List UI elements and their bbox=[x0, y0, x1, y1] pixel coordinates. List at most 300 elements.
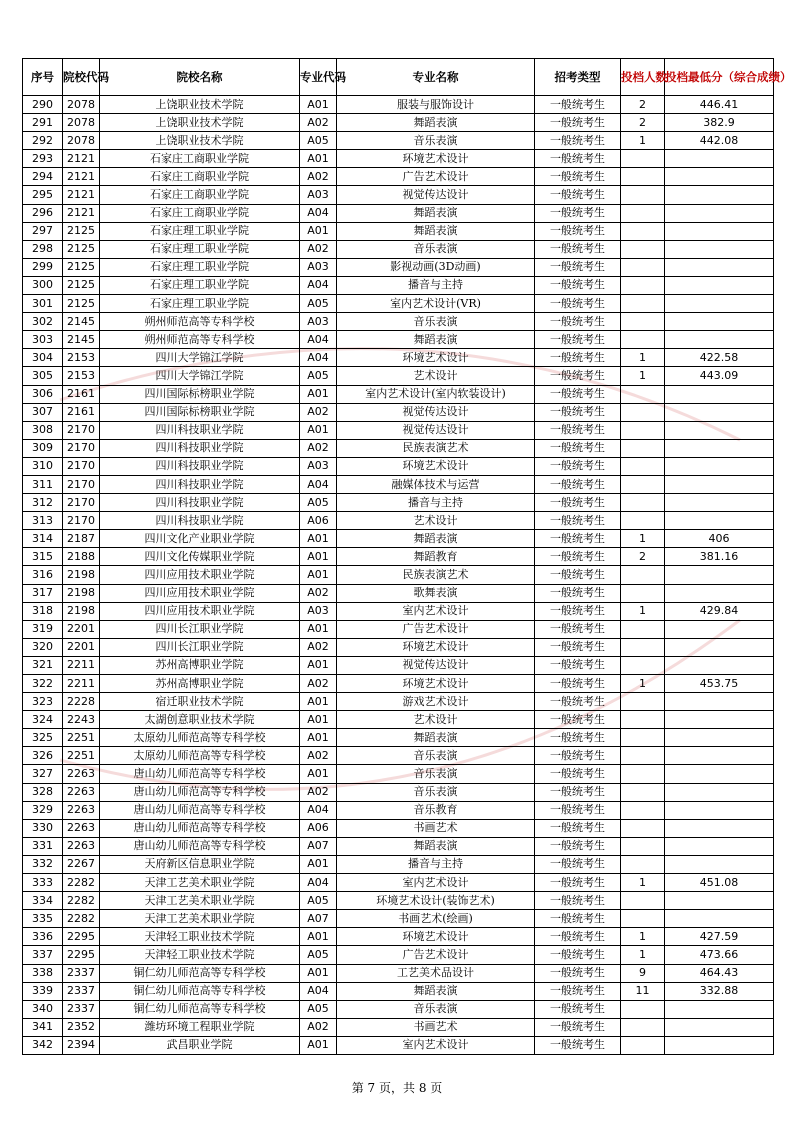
cell-school-code: 2153 bbox=[63, 367, 100, 385]
cell-school-name: 四川科技职业学院 bbox=[100, 512, 300, 530]
cell-min-score bbox=[665, 494, 774, 512]
cell-admitted-count bbox=[621, 638, 665, 656]
cell-min-score: 382.9 bbox=[665, 114, 774, 132]
cell-admitted-count: 1 bbox=[621, 675, 665, 693]
cell-exam-type: 一般统考生 bbox=[535, 96, 621, 114]
table-row bbox=[23, 222, 774, 240]
cell-min-score bbox=[665, 801, 774, 819]
cell-school-code: 2170 bbox=[63, 475, 100, 493]
cell-major-code: A04 bbox=[300, 204, 337, 222]
cell-min-score bbox=[665, 747, 774, 765]
cell-school-name: 石家庄理工职业学院 bbox=[100, 295, 300, 313]
table-row bbox=[23, 331, 774, 349]
cell-school-code: 2337 bbox=[63, 982, 100, 1000]
table-row bbox=[23, 656, 774, 674]
cell-major-code: A01 bbox=[300, 530, 337, 548]
cell-index: 338 bbox=[23, 964, 63, 982]
cell-index: 291 bbox=[23, 114, 63, 132]
cell-major-name: 舞蹈表演 bbox=[337, 530, 535, 548]
table-row bbox=[23, 186, 774, 204]
cell-exam-type: 一般统考生 bbox=[535, 1000, 621, 1018]
cell-school-name: 四川大学锦江学院 bbox=[100, 349, 300, 367]
cell-min-score bbox=[665, 1036, 774, 1054]
cell-school-code: 2170 bbox=[63, 512, 100, 530]
cell-school-code: 2188 bbox=[63, 548, 100, 566]
cell-school-code: 2337 bbox=[63, 964, 100, 982]
cell-index: 330 bbox=[23, 819, 63, 837]
table-row bbox=[23, 801, 774, 819]
table-row bbox=[23, 982, 774, 1000]
cell-school-name: 石家庄理工职业学院 bbox=[100, 258, 300, 276]
cell-major-name: 视觉传达设计 bbox=[337, 656, 535, 674]
cell-school-name: 四川长江职业学院 bbox=[100, 638, 300, 656]
cell-min-score: 442.08 bbox=[665, 132, 774, 150]
cell-exam-type: 一般统考生 bbox=[535, 385, 621, 403]
cell-admitted-count bbox=[621, 258, 665, 276]
table-row bbox=[23, 675, 774, 693]
cell-min-score bbox=[665, 186, 774, 204]
cell-min-score bbox=[665, 313, 774, 331]
cell-school-code: 2198 bbox=[63, 602, 100, 620]
table-row bbox=[23, 837, 774, 855]
cell-major-name: 服装与服饰设计 bbox=[337, 96, 535, 114]
cell-major-name: 舞蹈表演 bbox=[337, 837, 535, 855]
cell-major-name: 民族表演艺术 bbox=[337, 439, 535, 457]
cell-min-score bbox=[665, 204, 774, 222]
cell-admitted-count bbox=[621, 421, 665, 439]
cell-school-name: 四川文化传媒职业学院 bbox=[100, 548, 300, 566]
cell-school-code: 2187 bbox=[63, 530, 100, 548]
cell-school-code: 2145 bbox=[63, 331, 100, 349]
cell-admitted-count bbox=[621, 457, 665, 475]
table-row bbox=[23, 150, 774, 168]
cell-min-score bbox=[665, 475, 774, 493]
table-row bbox=[23, 783, 774, 801]
col-header-major-code: 专业代码 bbox=[300, 59, 337, 96]
cell-admitted-count bbox=[621, 910, 665, 928]
cell-major-code: A01 bbox=[300, 548, 337, 566]
table-row bbox=[23, 910, 774, 928]
cell-school-name: 武昌职业学院 bbox=[100, 1036, 300, 1054]
cell-major-code: A01 bbox=[300, 620, 337, 638]
cell-school-name: 四川应用技术职业学院 bbox=[100, 602, 300, 620]
cell-major-code: A02 bbox=[300, 1018, 337, 1036]
table-row bbox=[23, 276, 774, 294]
col-header-min-score: 投档最低分（综合成绩） bbox=[665, 59, 774, 96]
cell-min-score bbox=[665, 638, 774, 656]
table-row bbox=[23, 584, 774, 602]
cell-exam-type: 一般统考生 bbox=[535, 295, 621, 313]
cell-admitted-count bbox=[621, 240, 665, 258]
cell-exam-type: 一般统考生 bbox=[535, 512, 621, 530]
cell-admitted-count bbox=[621, 295, 665, 313]
cell-exam-type: 一般统考生 bbox=[535, 620, 621, 638]
cell-school-name: 苏州高博职业学院 bbox=[100, 675, 300, 693]
table-row bbox=[23, 421, 774, 439]
table-row bbox=[23, 964, 774, 982]
table-row bbox=[23, 240, 774, 258]
cell-school-code: 2295 bbox=[63, 928, 100, 946]
cell-major-name: 环境艺术设计 bbox=[337, 150, 535, 168]
cell-major-code: A01 bbox=[300, 222, 337, 240]
cell-min-score bbox=[665, 276, 774, 294]
table-row bbox=[23, 638, 774, 656]
cell-major-code: A02 bbox=[300, 675, 337, 693]
table-row bbox=[23, 711, 774, 729]
cell-school-code: 2295 bbox=[63, 946, 100, 964]
cell-index: 324 bbox=[23, 711, 63, 729]
cell-school-code: 2198 bbox=[63, 584, 100, 602]
table-row bbox=[23, 855, 774, 873]
cell-min-score bbox=[665, 385, 774, 403]
cell-major-name: 音乐教育 bbox=[337, 801, 535, 819]
cell-school-name: 朔州师范高等专科学校 bbox=[100, 331, 300, 349]
cell-exam-type: 一般统考生 bbox=[535, 168, 621, 186]
cell-major-name: 环境艺术设计(装饰艺术) bbox=[337, 892, 535, 910]
table-row bbox=[23, 765, 774, 783]
cell-major-code: A02 bbox=[300, 168, 337, 186]
cell-school-code: 2161 bbox=[63, 385, 100, 403]
cell-exam-type: 一般统考生 bbox=[535, 729, 621, 747]
cell-school-name: 唐山幼儿师范高等专科学校 bbox=[100, 783, 300, 801]
cell-major-code: A01 bbox=[300, 96, 337, 114]
cell-major-code: A05 bbox=[300, 295, 337, 313]
cell-index: 293 bbox=[23, 150, 63, 168]
table-row bbox=[23, 1000, 774, 1018]
cell-school-code: 2263 bbox=[63, 837, 100, 855]
cell-index: 320 bbox=[23, 638, 63, 656]
cell-school-name: 唐山幼儿师范高等专科学校 bbox=[100, 837, 300, 855]
cell-exam-type: 一般统考生 bbox=[535, 204, 621, 222]
cell-exam-type: 一般统考生 bbox=[535, 530, 621, 548]
cell-major-code: A02 bbox=[300, 240, 337, 258]
cell-admitted-count: 11 bbox=[621, 982, 665, 1000]
cell-major-code: A01 bbox=[300, 421, 337, 439]
cell-admitted-count: 1 bbox=[621, 928, 665, 946]
cell-major-code: A04 bbox=[300, 276, 337, 294]
cell-school-name: 四川科技职业学院 bbox=[100, 457, 300, 475]
table-row bbox=[23, 530, 774, 548]
cell-index: 292 bbox=[23, 132, 63, 150]
cell-index: 301 bbox=[23, 295, 63, 313]
cell-major-code: A02 bbox=[300, 747, 337, 765]
cell-major-code: A02 bbox=[300, 403, 337, 421]
cell-school-code: 2282 bbox=[63, 874, 100, 892]
cell-index: 326 bbox=[23, 747, 63, 765]
cell-index: 311 bbox=[23, 475, 63, 493]
cell-admitted-count bbox=[621, 656, 665, 674]
table-row bbox=[23, 439, 774, 457]
cell-min-score bbox=[665, 150, 774, 168]
cell-index: 341 bbox=[23, 1018, 63, 1036]
cell-index: 340 bbox=[23, 1000, 63, 1018]
cell-major-name: 音乐表演 bbox=[337, 1000, 535, 1018]
cell-school-code: 2394 bbox=[63, 1036, 100, 1054]
cell-index: 304 bbox=[23, 349, 63, 367]
cell-school-code: 2125 bbox=[63, 258, 100, 276]
cell-major-name: 播音与主持 bbox=[337, 276, 535, 294]
table-row bbox=[23, 512, 774, 530]
table-row bbox=[23, 258, 774, 276]
cell-min-score bbox=[665, 819, 774, 837]
cell-exam-type: 一般统考生 bbox=[535, 747, 621, 765]
cell-admitted-count: 2 bbox=[621, 548, 665, 566]
cell-min-score bbox=[665, 258, 774, 276]
cell-major-code: A01 bbox=[300, 656, 337, 674]
cell-major-code: A01 bbox=[300, 964, 337, 982]
cell-index: 315 bbox=[23, 548, 63, 566]
cell-min-score: 406 bbox=[665, 530, 774, 548]
table-row bbox=[23, 385, 774, 403]
cell-exam-type: 一般统考生 bbox=[535, 819, 621, 837]
cell-school-code: 2125 bbox=[63, 222, 100, 240]
cell-min-score bbox=[665, 421, 774, 439]
cell-index: 325 bbox=[23, 729, 63, 747]
cell-major-name: 艺术设计 bbox=[337, 711, 535, 729]
cell-major-name: 艺术设计 bbox=[337, 367, 535, 385]
table-row bbox=[23, 747, 774, 765]
cell-school-code: 2263 bbox=[63, 783, 100, 801]
cell-min-score bbox=[665, 783, 774, 801]
cell-school-name: 太原幼儿师范高等专科学校 bbox=[100, 747, 300, 765]
table-row bbox=[23, 132, 774, 150]
cell-school-name: 四川应用技术职业学院 bbox=[100, 566, 300, 584]
cell-exam-type: 一般统考生 bbox=[535, 602, 621, 620]
cell-min-score bbox=[665, 457, 774, 475]
cell-admitted-count bbox=[621, 819, 665, 837]
cell-school-name: 四川大学锦江学院 bbox=[100, 367, 300, 385]
col-header-index: 序号 bbox=[23, 59, 63, 96]
cell-admitted-count bbox=[621, 693, 665, 711]
cell-school-name: 石家庄理工职业学院 bbox=[100, 222, 300, 240]
cell-major-name: 舞蹈表演 bbox=[337, 729, 535, 747]
cell-school-code: 2337 bbox=[63, 1000, 100, 1018]
cell-major-code: A02 bbox=[300, 114, 337, 132]
cell-school-code: 2125 bbox=[63, 295, 100, 313]
cell-school-code: 2078 bbox=[63, 96, 100, 114]
cell-index: 336 bbox=[23, 928, 63, 946]
cell-min-score bbox=[665, 295, 774, 313]
cell-index: 335 bbox=[23, 910, 63, 928]
cell-admitted-count bbox=[621, 584, 665, 602]
cell-major-name: 舞蹈表演 bbox=[337, 114, 535, 132]
cell-major-name: 舞蹈表演 bbox=[337, 204, 535, 222]
table-row bbox=[23, 946, 774, 964]
cell-school-name: 唐山幼儿师范高等专科学校 bbox=[100, 765, 300, 783]
cell-admitted-count: 1 bbox=[621, 530, 665, 548]
cell-major-name: 舞蹈表演 bbox=[337, 222, 535, 240]
cell-major-code: A04 bbox=[300, 475, 337, 493]
cell-admitted-count bbox=[621, 512, 665, 530]
cell-major-name: 视觉传达设计 bbox=[337, 403, 535, 421]
cell-major-name: 融媒体技术与运营 bbox=[337, 475, 535, 493]
cell-major-code: A05 bbox=[300, 946, 337, 964]
cell-exam-type: 一般统考生 bbox=[535, 494, 621, 512]
cell-major-code: A01 bbox=[300, 150, 337, 168]
cell-exam-type: 一般统考生 bbox=[535, 222, 621, 240]
cell-min-score bbox=[665, 765, 774, 783]
table-header-row bbox=[23, 59, 774, 96]
cell-major-name: 室内艺术设计 bbox=[337, 602, 535, 620]
cell-admitted-count bbox=[621, 566, 665, 584]
cell-school-name: 四川国际标榜职业学院 bbox=[100, 385, 300, 403]
cell-exam-type: 一般统考生 bbox=[535, 982, 621, 1000]
cell-exam-type: 一般统考生 bbox=[535, 946, 621, 964]
cell-school-name: 石家庄工商职业学院 bbox=[100, 150, 300, 168]
cell-min-score: 446.41 bbox=[665, 96, 774, 114]
cell-major-name: 游戏艺术设计 bbox=[337, 693, 535, 711]
cell-min-score bbox=[665, 1018, 774, 1036]
cell-exam-type: 一般统考生 bbox=[535, 367, 621, 385]
col-header-major-name: 专业名称 bbox=[337, 59, 535, 96]
col-header-school-name: 院校名称 bbox=[100, 59, 300, 96]
cell-school-name: 石家庄工商职业学院 bbox=[100, 186, 300, 204]
cell-min-score bbox=[665, 331, 774, 349]
cell-school-code: 2078 bbox=[63, 114, 100, 132]
cell-school-name: 四川长江职业学院 bbox=[100, 620, 300, 638]
cell-school-name: 四川科技职业学院 bbox=[100, 494, 300, 512]
cell-min-score bbox=[665, 240, 774, 258]
cell-major-name: 广告艺术设计 bbox=[337, 620, 535, 638]
cell-school-name: 唐山幼儿师范高等专科学校 bbox=[100, 819, 300, 837]
cell-min-score bbox=[665, 566, 774, 584]
table-row bbox=[23, 114, 774, 132]
cell-exam-type: 一般统考生 bbox=[535, 258, 621, 276]
table-row bbox=[23, 729, 774, 747]
cell-school-name: 天津轻工职业技术学院 bbox=[100, 946, 300, 964]
cell-index: 308 bbox=[23, 421, 63, 439]
cell-major-name: 音乐表演 bbox=[337, 783, 535, 801]
cell-index: 309 bbox=[23, 439, 63, 457]
cell-exam-type: 一般统考生 bbox=[535, 114, 621, 132]
cell-major-code: A01 bbox=[300, 693, 337, 711]
cell-exam-type: 一般统考生 bbox=[535, 910, 621, 928]
cell-min-score bbox=[665, 512, 774, 530]
table-row bbox=[23, 1036, 774, 1054]
cell-exam-type: 一般统考生 bbox=[535, 855, 621, 873]
cell-school-code: 2170 bbox=[63, 439, 100, 457]
table-row bbox=[23, 602, 774, 620]
table-row bbox=[23, 367, 774, 385]
cell-school-code: 2198 bbox=[63, 566, 100, 584]
cell-exam-type: 一般统考生 bbox=[535, 675, 621, 693]
cell-school-name: 上饶职业技术学院 bbox=[100, 96, 300, 114]
cell-exam-type: 一般统考生 bbox=[535, 928, 621, 946]
cell-school-code: 2263 bbox=[63, 819, 100, 837]
cell-min-score bbox=[665, 729, 774, 747]
table-row bbox=[23, 566, 774, 584]
cell-admitted-count bbox=[621, 385, 665, 403]
cell-major-name: 视觉传达设计 bbox=[337, 186, 535, 204]
cell-major-code: A06 bbox=[300, 819, 337, 837]
cell-school-name: 天津轻工职业技术学院 bbox=[100, 928, 300, 946]
cell-major-name: 民族表演艺术 bbox=[337, 566, 535, 584]
cell-major-code: A04 bbox=[300, 801, 337, 819]
cell-min-score: 422.58 bbox=[665, 349, 774, 367]
table-row bbox=[23, 892, 774, 910]
cell-min-score bbox=[665, 656, 774, 674]
table-row bbox=[23, 548, 774, 566]
cell-index: 313 bbox=[23, 512, 63, 530]
cell-major-name: 书画艺术(绘画) bbox=[337, 910, 535, 928]
cell-exam-type: 一般统考生 bbox=[535, 331, 621, 349]
table-row bbox=[23, 475, 774, 493]
cell-exam-type: 一般统考生 bbox=[535, 656, 621, 674]
cell-major-name: 艺术设计 bbox=[337, 512, 535, 530]
cell-admitted-count: 1 bbox=[621, 349, 665, 367]
cell-index: 305 bbox=[23, 367, 63, 385]
cell-school-name: 石家庄工商职业学院 bbox=[100, 168, 300, 186]
cell-school-name: 四川科技职业学院 bbox=[100, 421, 300, 439]
cell-index: 306 bbox=[23, 385, 63, 403]
cell-index: 314 bbox=[23, 530, 63, 548]
cell-min-score: 332.88 bbox=[665, 982, 774, 1000]
cell-major-code: A05 bbox=[300, 367, 337, 385]
cell-major-name: 音乐表演 bbox=[337, 240, 535, 258]
cell-school-code: 2121 bbox=[63, 186, 100, 204]
cell-admitted-count bbox=[621, 222, 665, 240]
cell-index: 302 bbox=[23, 313, 63, 331]
cell-major-name: 环境艺术设计 bbox=[337, 675, 535, 693]
table-row bbox=[23, 96, 774, 114]
cell-min-score bbox=[665, 168, 774, 186]
cell-major-code: A01 bbox=[300, 765, 337, 783]
page-footer: 第 7 页，共 8 页 bbox=[351, 1081, 443, 1095]
cell-admitted-count bbox=[621, 837, 665, 855]
cell-major-code: A05 bbox=[300, 892, 337, 910]
cell-min-score: 453.75 bbox=[665, 675, 774, 693]
cell-index: 299 bbox=[23, 258, 63, 276]
cell-admitted-count bbox=[621, 855, 665, 873]
cell-school-name: 四川文化产业职业学院 bbox=[100, 530, 300, 548]
cell-major-name: 室内艺术设计 bbox=[337, 874, 535, 892]
cell-index: 328 bbox=[23, 783, 63, 801]
table-row bbox=[23, 874, 774, 892]
cell-major-name: 环境艺术设计 bbox=[337, 457, 535, 475]
cell-admitted-count bbox=[621, 747, 665, 765]
cell-index: 323 bbox=[23, 693, 63, 711]
cell-major-name: 舞蹈表演 bbox=[337, 982, 535, 1000]
cell-major-code: A07 bbox=[300, 837, 337, 855]
cell-exam-type: 一般统考生 bbox=[535, 421, 621, 439]
table-row bbox=[23, 1018, 774, 1036]
cell-major-code: A06 bbox=[300, 512, 337, 530]
cell-index: 332 bbox=[23, 855, 63, 873]
cell-exam-type: 一般统考生 bbox=[535, 439, 621, 457]
cell-major-name: 广告艺术设计 bbox=[337, 168, 535, 186]
table-row bbox=[23, 620, 774, 638]
cell-school-code: 2121 bbox=[63, 168, 100, 186]
cell-admitted-count: 9 bbox=[621, 964, 665, 982]
cell-major-code: A02 bbox=[300, 584, 337, 602]
cell-school-code: 2263 bbox=[63, 765, 100, 783]
cell-index: 334 bbox=[23, 892, 63, 910]
cell-major-code: A07 bbox=[300, 910, 337, 928]
cell-index: 337 bbox=[23, 946, 63, 964]
cell-major-code: A01 bbox=[300, 928, 337, 946]
cell-exam-type: 一般统考生 bbox=[535, 548, 621, 566]
cell-major-name: 播音与主持 bbox=[337, 494, 535, 512]
cell-index: 333 bbox=[23, 874, 63, 892]
cell-min-score bbox=[665, 222, 774, 240]
cell-major-name: 室内艺术设计(VR) bbox=[337, 295, 535, 313]
cell-index: 318 bbox=[23, 602, 63, 620]
cell-admitted-count: 2 bbox=[621, 96, 665, 114]
cell-major-name: 工艺美术品设计 bbox=[337, 964, 535, 982]
cell-school-code: 2170 bbox=[63, 494, 100, 512]
cell-exam-type: 一般统考生 bbox=[535, 240, 621, 258]
cell-index: 316 bbox=[23, 566, 63, 584]
